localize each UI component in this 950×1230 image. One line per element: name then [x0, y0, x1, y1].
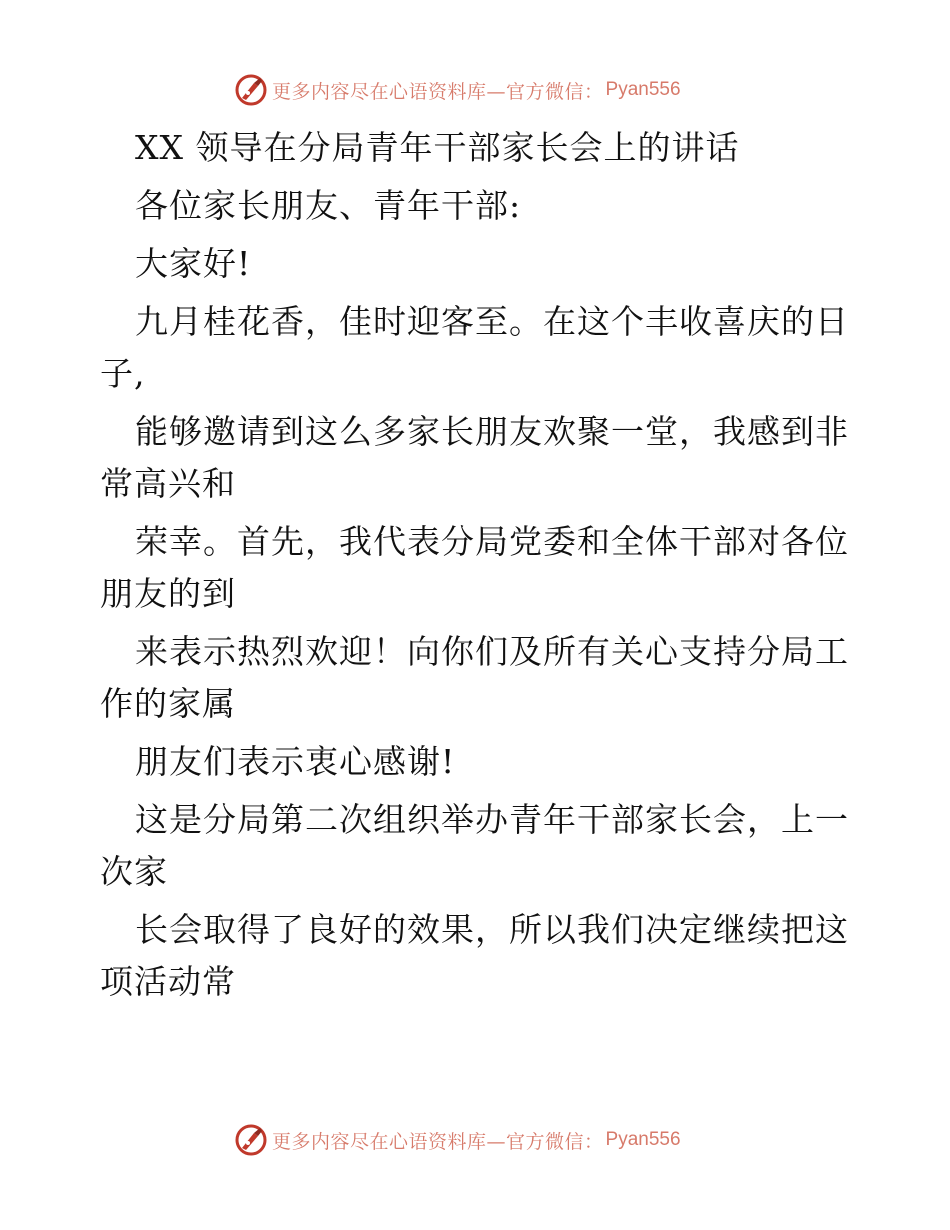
pen-logo-icon: [234, 73, 268, 107]
pen-logo-icon: [234, 1123, 268, 1157]
paragraph-line: 常高兴和: [100, 464, 236, 503]
header-banner-text: 更多内容尽在心语资料库—官方微信：: [272, 80, 604, 103]
paragraph-line: 荣幸。首先，我代表分局党委和全体干部对各位: [135, 522, 849, 561]
paragraph-line: 能够邀请到这么多家长朋友欢聚一堂，我感到非: [135, 412, 849, 451]
document-title: XX 领导在分局青年干部家长会上的讲话: [135, 128, 740, 167]
paragraph-line: 长会取得了良好的效果，所以我们决定继续把这: [135, 910, 849, 949]
paragraph-line: 作的家属: [100, 684, 236, 723]
footer-banner: [234, 1122, 754, 1158]
paragraph-line: 次家: [100, 852, 168, 891]
paragraph-line: 这是分局第二次组织举办青年干部家长会，上一: [135, 800, 849, 839]
paragraph-line: 来表示热烈欢迎！向你们及所有关心支持分局工: [135, 632, 849, 671]
header-banner-wechat-id: Pyan556: [605, 79, 681, 100]
paragraph-line: 朋友们表示衷心感谢!: [135, 742, 456, 781]
paragraph-line: 九月桂花香，佳时迎客至。在这个丰收喜庆的日: [135, 302, 849, 341]
paragraph-line: 大家好!: [135, 244, 252, 283]
paragraph-line: 项活动常: [100, 962, 236, 1001]
paragraph-line: 子,: [100, 354, 146, 393]
footer-banner-text: 更多内容尽在心语资料库—官方微信：: [272, 1130, 604, 1153]
header-banner: [234, 72, 754, 108]
footer-banner-wechat-id: Pyan556: [605, 1129, 681, 1150]
paragraph-line: 朋友的到: [100, 574, 236, 613]
document-body: [100, 122, 860, 1008]
paragraph-line: 各位家长朋友、青年干部:: [135, 186, 522, 225]
